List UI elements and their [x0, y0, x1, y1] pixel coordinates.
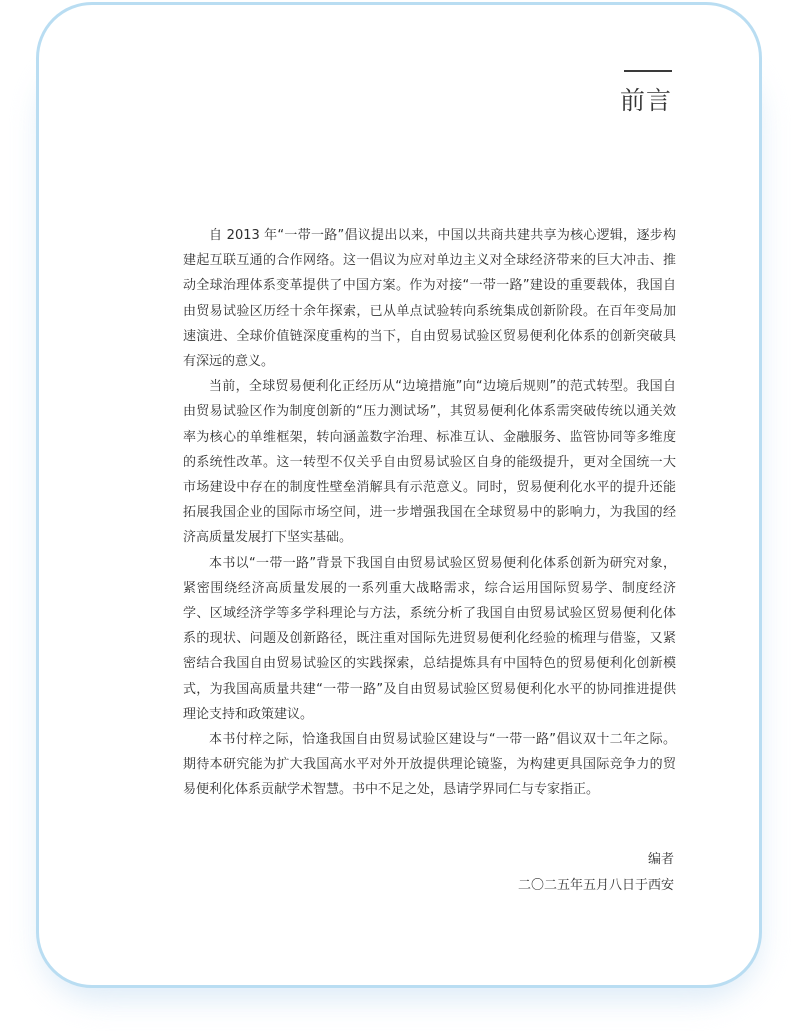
title-rule	[624, 70, 672, 72]
signature-date: 二〇二五年五月八日于西安	[517, 878, 674, 893]
preface-body	[183, 223, 676, 803]
paragraph: 自 2013 年“一带一路”倡议提出以来，中国以共商共建共享为核心逻辑，逐步构建起互联互通的合作网络。这一倡议为应对单边主义对全球经济带来的巨大冲击、推动全球治理体系变革提供了中国方案。作为对接“一带一路”建设的重要载体，我国自由贸易试验区历经十余年探索，已从单点试验转向系统集成创新阶段。在百年变局加速演进、全球价值链深度重构的当下，自由贸易试验区贸易便利化体系的创新突破具有深远的意义。	[183, 228, 676, 370]
paragraph: 当前，全球贸易便利化正经历从“边境措施”向“边境后规则”的范式转型。我国自由贸易试验区作为制度创新的“压力测试场”，其贸易便利化体系需突破传统以通关效率为核心的单维框架，转向涵盖数字治理、标准互认、金融服务、监管协同等多维度的系统性改革。这一转型不仅关乎自由贸易试验区自身的能级提升，更对全国统一大市场建设中存在的制度性壁垒消解具有示范意义。同时，贸易便利化水平的提升还能拓展我国企业的国际市场空间，进一步增强我国在全球贸易中的影响力，为我国的经济高质量发展打下坚实基础。	[183, 379, 676, 546]
signature-author: 编者	[647, 852, 674, 867]
paragraph: 本书付梓之际，恰逢我国自由贸易试验区建设与“一带一路”倡议双十二年之际。期待本研究能为扩大我国高水平对外开放提供理论镜鉴，为构建更具国际竞争力的贸易便利化体系贡献学术智慧。书中不足之处，恳请学界同仁与专家指正。	[183, 732, 676, 798]
paragraph: 本书以“一带一路”背景下我国自由贸易试验区贸易便利化体系创新为研究对象，紧密围绕经济高质量发展的一系列重大战略需求，综合运用国际贸易学、制度经济学、区域经济学等多学科理论与方法，系统分析了我国自由贸易试验区贸易便利化体系的现状、问题及创新路径，既注重对国际先进贸易便利化经验的梳理与借鉴，又紧密结合我国自由贸易试验区的实践探索，总结提炼具有中国特色的贸易便利化创新模式，为我国高质量共建“一带一路”及自由贸易试验区贸易便利化水平的协同推进提供理论支持和政策建议。	[183, 555, 676, 722]
page-title: 前言	[620, 86, 673, 115]
